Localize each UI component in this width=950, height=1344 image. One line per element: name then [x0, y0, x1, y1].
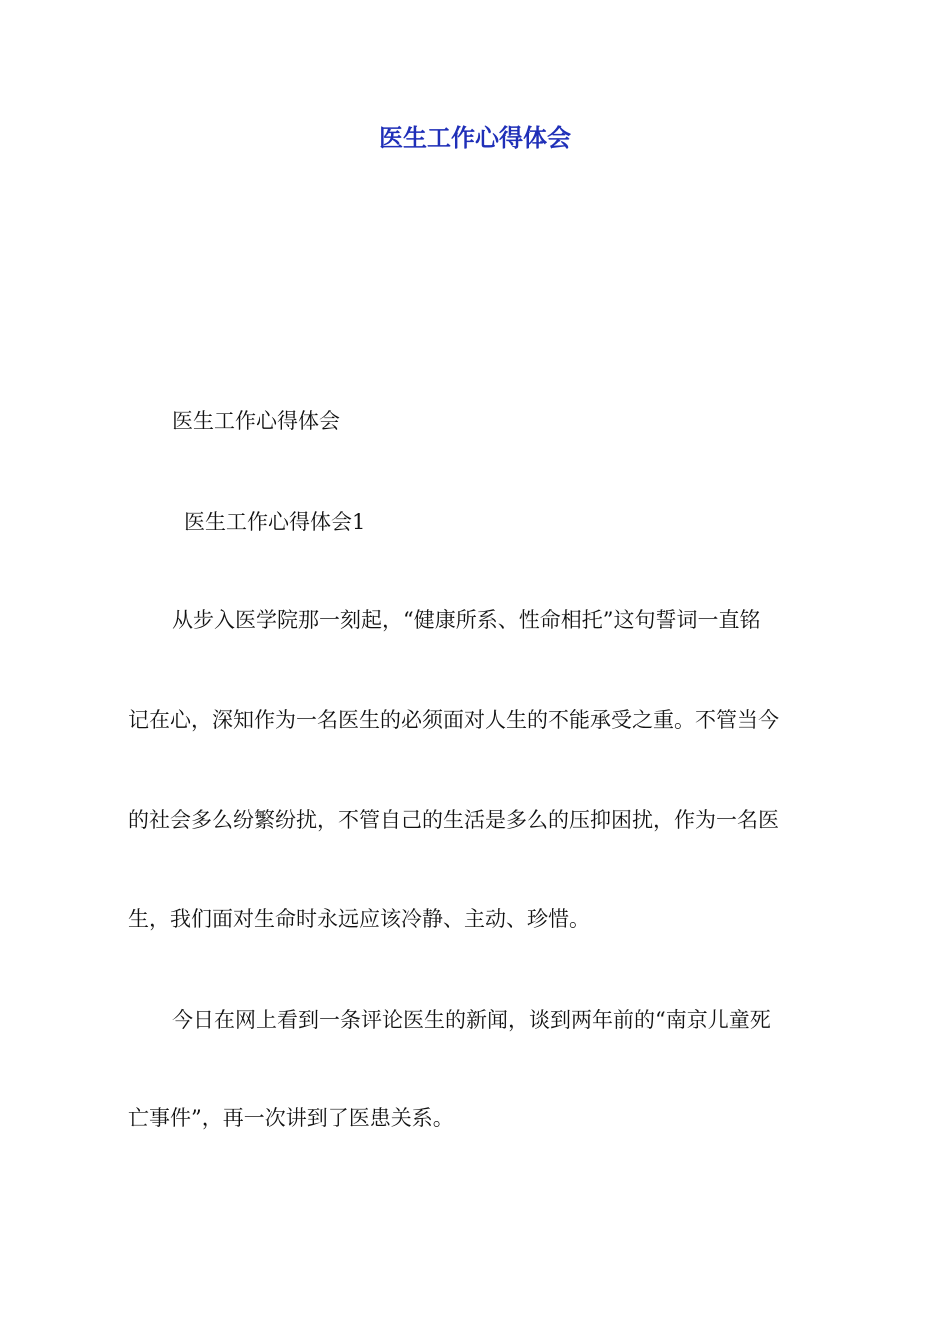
document-title: 医生工作心得体会 — [379, 124, 571, 152]
paragraph-line: 今日在网上看到一条评论医生的新闻，谈到两年前的“南京儿童死 — [172, 1008, 771, 1032]
paragraph-line: 亡事件”，再一次讲到了医患关系。 — [128, 1106, 454, 1130]
paragraph-line: 记在心，深知作为一名医生的必须面对人生的不能承受之重。不管当今 — [128, 708, 779, 732]
paragraph-line: 生，我们面对生命时永远应该冷静、主动、珍惜。 — [128, 907, 590, 931]
paragraph-line: 的社会多么纷繁纷扰，不管自己的生活是多么的压抑困扰，作为一名医 — [128, 808, 779, 832]
subsection-heading: 医生工作心得体会1 — [184, 510, 366, 534]
paragraph-line: 从步入医学院那一刻起，“健康所系、性命相托”这句誓词一直铭 — [172, 608, 761, 632]
section-heading: 医生工作心得体会 — [172, 409, 340, 433]
